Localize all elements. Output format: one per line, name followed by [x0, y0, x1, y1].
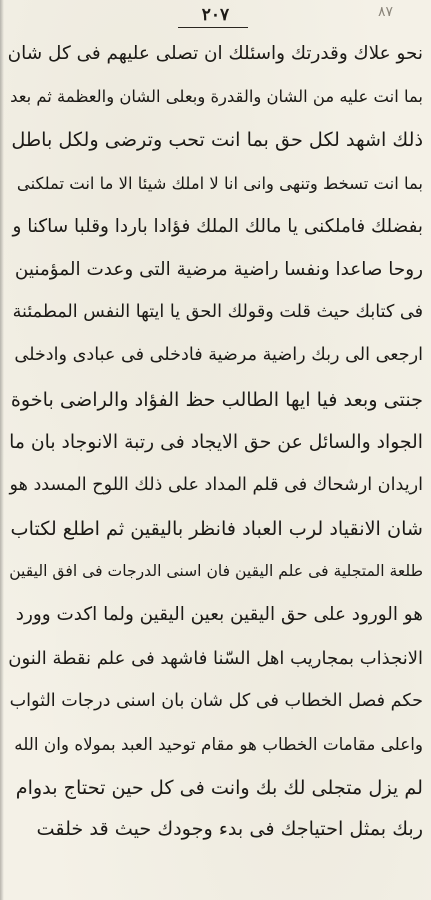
text-line: نحو علاك وقدرتك واسئلك ان تصلى عليهم فى كل شان	[8, 43, 423, 64]
page-number: ۲۰۷	[201, 5, 230, 25]
text-line: بفضلك فاملكنى يا مالك الملك فؤادا باردا وقلبا ساكنا و	[12, 215, 423, 237]
text-line: الجواد والسائل عن حق الايجاد فى رتبة الانوجاد بان ما	[9, 431, 423, 453]
text-line: هو الورود على حق اليقين بعين اليقين ولما اكدت وورد	[15, 604, 423, 626]
text-line: بما انت عليه من الشان والقدرة وبعلى الشان والعظمة ثم بعد	[10, 87, 423, 107]
text-line: جنتى وبعد فيا ايها الطالب حظ الفؤاد والراضى باخوة	[10, 387, 423, 411]
text-line: اريدان ارشحاك فى قلم المداد على ذلك اللوح المسدد هو	[9, 474, 423, 495]
text-line: ربك بمثل احتياجك فى بدء وجودك حيث قد خلقت	[36, 817, 423, 841]
page-header	[8, 4, 423, 32]
faint-corner-mark: ۸۷	[377, 4, 393, 20]
text-line: بما انت تسخط وتنهى وانى انا لا املك شيئا الا ما انت تملكنى	[16, 173, 423, 193]
text-line: حكم فصل الخطاب فى كل شان بان اسنى درجات الثواب	[9, 690, 423, 711]
text-line: ذلك اشهد لكل حق بما انت تحب وترضى ولكل باطل	[11, 128, 423, 152]
text-line: فى كتابك حيث قلت وقولك الحق يا ايتها النفس المطمئنة	[12, 302, 423, 323]
text-line: واعلى مقامات الخطاب هو مقام توحيد العبد بمولاه وان الله	[14, 734, 423, 754]
text-line: شان الانقياد لرب العباد فانظر باليقين ثم اطلع لكتاب	[10, 517, 423, 541]
text-line: ارجعى الى ربك راضية مرضية فادخلى فى عبادى وادخلى	[14, 345, 423, 366]
page-number-underline	[178, 27, 248, 28]
manuscript-text-block	[8, 32, 423, 849]
page-binding-shadow	[0, 0, 4, 900]
text-line: طلعة المتجلية فى علم اليقين فان اسنى الدرجات فى افق اليقين	[9, 562, 423, 581]
text-line: روحا صاعدا ونفسا راضية مرضية التى وعدت المؤمنين	[14, 258, 423, 280]
text-line: الانجذاب بمجاريب اهل السّنا فاشهد فى علم نقطة النون	[8, 647, 423, 669]
text-line: لم يزل متجلى لك بك وانت فى كل حين تحتاج بدوام	[15, 776, 423, 800]
